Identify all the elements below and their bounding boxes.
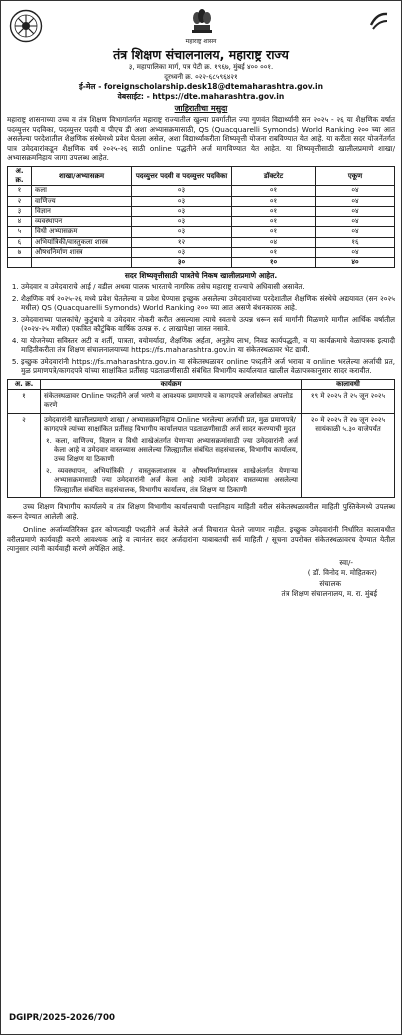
table-cell: ०३ (132, 196, 232, 206)
table-cell (8, 258, 32, 268)
dte-emblem-icon (9, 9, 43, 43)
list-item: 2. शैक्षणिक वर्ष २०२५-२६ मध्ये प्रवेश घेतलेल्या व प्रवेश घेण्यास इच्छुक असलेल्या उमेदवारांच्या परदेशातील शैक्षणिक संस्थेचे अद्ययावत (सन २०२५ मधील) QS (Quacquarelli Symonds) World Ranking २०० च्या आत असणे बंधनकारक आहे. (21, 294, 395, 313)
eligibility-title: सदर शिष्यवृत्तीसाठी पात्रतेचे निकष खालीलप्रमाणे आहेत. (124, 271, 278, 281)
table-cell: विज्ञान (32, 206, 132, 216)
footer-paragraph-online: Online अर्जाव्यतिरिक्त इतर कोणत्याही पध्दतीने अर्ज केलेले अर्ज विचारात घेतले जाणार नाहीत. इच्छुक उमेदवारांनी निर्धारित कालावधीत वरीलप्रमाणे कार्यवाही करणे आवश्यक आहे व त्यानंतर सदर अर्जदारांना याबाबतची सर्व माहिती / सूचना उपरोक्त संकेतस्थळावरच देण्यात येतील त्यानुसार त्यांनी कार्यवाही करणे अपेक्षित आहे. (7, 525, 395, 554)
table-cell: ६ (8, 237, 32, 247)
table-cell: ४ (8, 217, 32, 227)
schedule-header-row (8, 379, 395, 389)
table-row (8, 413, 395, 498)
table-cell: ०३ (132, 247, 232, 257)
table-cell: २० मे २०२५ ते २७ जून २०२५ सायंकाळी ५.३० वाजेपर्यंत (302, 413, 395, 498)
footer-paragraph-offices: उच्च शिक्षण विभागीय कार्यालये व तंत्र शिक्षण विभागीय कार्यालयाची पत्तानिहाय माहिती वरील संकेतस्थळावरील माहिती पुस्तिकेमध्ये उपलब्ध करून देण्यात आलेली आहे. (7, 502, 395, 521)
schedule-header-cell: अ. क्र. (8, 379, 41, 389)
email-link[interactable]: foreignscholarship.desk18@dtemaharashtra.gov.in (104, 81, 323, 91)
table-cell: ०३ (132, 186, 232, 196)
signatory-designation: संचालक (319, 578, 341, 588)
table-cell (41, 413, 302, 498)
table-cell: १२ (132, 237, 232, 247)
signatory-name: ( डॉ. विनोद म. मोहितकर) (307, 568, 377, 578)
table-row (8, 389, 395, 413)
schedule-table (7, 379, 395, 499)
list-item: 4. या योजनेच्या सविस्तर अटी व शर्ती, पात्रता, वयोमर्यादा, शैक्षणिक अर्हता, अनुज्ञेय लाभ, निवड कार्यपद्धती, व या कार्यक्रमाचे वेळापत्रक इत्यादी माहितीकरीता तंत्र शिक्षण संचालनालयाच्या https://fs.maharashtra.gov.in या संकेतस्थळावर भेट द्यावी. (21, 336, 395, 355)
table-cell: संकेतस्थळावर Online पध्दतीने अर्ज भरणे व आवश्यक प्रमाणपत्रे व कागदपत्रे अर्जासोबत अपलोड करणे (41, 389, 302, 413)
table-row (8, 217, 395, 227)
dgipr-number: DGIPR/2025-2026/700 (9, 1012, 115, 1023)
table-cell: ०१ (232, 196, 316, 206)
table-cell (32, 258, 132, 268)
table-row (8, 186, 395, 196)
table-cell: ०४ (316, 186, 395, 196)
seats-table (7, 166, 395, 268)
notice-title: जाहिरातीचा मसुदा (174, 103, 228, 113)
signature-mark: स्वा/- (339, 557, 353, 567)
website-link[interactable]: https://dte.maharashtra.gov.in (152, 91, 285, 101)
table-cell: ३ (8, 206, 32, 216)
table-cell: ०४ (316, 247, 395, 257)
table-cell: १९ मे २०२५ ते २५ जून २०२५ (302, 389, 395, 413)
seats-header-cell: डॉक्टरेट (232, 166, 316, 185)
office-address: ३, महापालिका मार्ग, पत्र पेटी क्र. १९६७, मुंबई ४०० ००१. (128, 63, 274, 72)
table-row (8, 227, 395, 237)
table-cell: कला (32, 186, 132, 196)
table-row (8, 247, 395, 257)
table-cell: औषधनिर्माण शास्त्र (32, 247, 132, 257)
table-cell: ०३ (132, 206, 232, 216)
table-cell: १ (8, 389, 41, 413)
seats-header-cell: एकूण (316, 166, 395, 185)
table-cell: ३० (132, 258, 232, 268)
table-cell: २ (8, 196, 32, 206)
table-cell: ०१ (232, 217, 316, 227)
government-label: महाराष्ट्र शासन (185, 38, 217, 45)
eligibility-list (7, 282, 395, 376)
table-cell: ०१ (232, 206, 316, 216)
table-cell: ०१ (232, 247, 316, 257)
office-phone: दूरध्वनी क्र. ०२२-६८५९६४२१ (164, 72, 238, 81)
seats-total-row (8, 258, 395, 268)
website-line (7, 92, 395, 102)
schedule-subitem: १. कला, वाणिज्य, विज्ञान व विधी शाखेअंतर्गत येणाऱ्या अभ्यासक्रमांसाठी ज्या उमेदवारांनी अर्ज केला आहे व उमेदवार वास्तव्यास असलेल्या जिल्ह्यातील संबंधित सहसंचालक, विभागीय कार्यालय, उच्च शिक्षण या ठिकाणी (46, 436, 298, 464)
seats-header-row (8, 166, 395, 185)
table-cell: ०४ (316, 217, 395, 227)
table-cell: ०४ (316, 227, 395, 237)
website-label: वेबसाईट: - (117, 91, 153, 101)
signatory-office: तंत्र शिक्षण संचालनालय, म. रा. मुंबई (281, 588, 377, 598)
table-cell: १ (8, 186, 32, 196)
table-row (8, 237, 395, 247)
office-title: तंत्र शिक्षण संचालनालय, महाराष्ट्र राज्य (113, 46, 289, 62)
brand-logo-icon (367, 9, 391, 33)
table-cell: १० (232, 258, 316, 268)
table-cell: ०१ (232, 186, 316, 196)
table-cell: ५ (8, 227, 32, 237)
table-cell: ०४ (232, 237, 316, 247)
schedule-subitem: २. व्यवस्थापन, अभियांत्रिकी / वास्तुकलाशास्त्र व औषधनिर्माणशास्त्र शाखेअंतर्गत येणाऱ्या अभ्यासक्रमासाठी ज्या उमेदवारांनी अर्ज केला आहे त्यांनी उमेदवार वास्तव्यास असलेल्या जिल्ह्यातील संबंधित सहसंचालक, विभागीय कार्यालय, तंत्र शिक्षण या ठिकाणी (46, 466, 298, 494)
list-item: 5. इच्छुक उमेदवारांनी https://fs.maharashtra.gov.in या संकेतस्थळावर online पध्दतीने अर्ज भरावा व online भरलेल्या अर्जाची प्रत, मुळ प्रमाणपत्रे/कागदपत्रे यांच्या साक्षांकित प्रतींसह पडताळणीसाठी संबंधित विभागीय कार्यालयात खालील वेळापत्रकानुसार सादर करावीत. (21, 357, 395, 376)
schedule-header-cell: कार्यक्रम (41, 379, 302, 389)
seats-header-cell: पदव्युत्तर पदवी व पदव्युत्तर पदविका (132, 166, 232, 185)
intro-paragraph: महाराष्ट्र शासनाच्या उच्च व तंत्र शिक्षण विभागांतर्गत महाराष्ट्र राज्यातील खुल्या प्रवर्गातील ज्या गुणवंत विद्यार्थ्यांनी सन २०२५ - २६ या शैक्षणिक वर्षात पदव्युत्तर पदविका, पदव्युत्तर पदवी व पीएच डी अशा अभ्यासक्रमासाठी, QS (Quacquarelli Symonds) World Ranking २०० च्या आत असलेल्या परदेशातील शैक्षणिक संस्थेमध्ये प्रवेश घेतला असेल, अशा विद्यार्थ्यांकरीता शिष्यवृत्ती योजना राबविण्यात येत आहे. या करीता सदर योजनेंतर्गत पात्र उमेदवारांकडून शैक्षणिक वर्ष २०२५-२६ साठी online पद्धतीने अर्ज मागविण्यात येत आहेत. या शिष्यवृत्तीसाठी खालीलप्रमाणे शाखा/अभ्यासक्रमनिहाय जागा उपलब्ध आहेत. (7, 115, 395, 163)
schedule-header-cell: कालावधी (302, 379, 395, 389)
letterhead (7, 38, 395, 114)
seats-header-cell: अ. क्र. (8, 166, 32, 185)
schedule-program-text: उमेदवारांनी खालीलप्रमाणे शाखा / अभ्यासक्रमनिहाय Online भरलेल्या अर्जाची प्रत, मुळ प्रमाणपत्रे/कागदपत्रे त्यांच्या साक्षांकित प्रतींसह विभागीय कार्यालयात पडताळणीसाठी अर्ज सादर करण्याची मुदत (44, 415, 296, 434)
list-item: 1. उमेदवार व उमेदवाराचे आई / वडील अथवा पालक भारताचे नागरिक तसेच महाराष्ट्र राज्याचे अधिवासी असावेत. (21, 282, 395, 292)
table-cell: ४० (316, 258, 395, 268)
table-cell: ७ (8, 247, 32, 257)
table-cell: २ (8, 413, 41, 498)
email-label: ई-मेल - (79, 81, 105, 91)
table-cell: ०४ (316, 206, 395, 216)
table-row (8, 206, 395, 216)
table-row (8, 196, 395, 206)
email-line (7, 82, 395, 92)
table-cell: ०१ (232, 227, 316, 237)
table-cell: वाणिज्य (32, 196, 132, 206)
table-cell: ०३ (132, 227, 232, 237)
table-cell: १६ (316, 237, 395, 247)
table-cell: व्यवस्थापन (32, 217, 132, 227)
table-cell: ०३ (132, 217, 232, 227)
list-item: 3. उमेदवाराच्या पालकांचे/ कुटुंबाचे व उमेदवार नोकरी करीत असल्यास त्याचे स्वतःचे उत्पन्न धरून सर्व मार्गांनी मिळणारे मागील आर्थिक वर्षातील (२०२४-२५ मधील) एकत्रित कौटुंबिक वार्षिक उत्पन्न रु. ८ लाखापेक्षा जास्त नसावे. (21, 315, 395, 334)
state-emblem-icon (186, 5, 218, 35)
table-cell: विधी अभ्यासक्रम (32, 227, 132, 237)
table-cell: अभियांत्रिकी/वास्तुकला शास्त्र (32, 237, 132, 247)
table-cell: ०४ (316, 196, 395, 206)
seats-header-cell: शाखा/अभ्यासक्रम (32, 166, 132, 185)
signature-block (7, 558, 395, 600)
